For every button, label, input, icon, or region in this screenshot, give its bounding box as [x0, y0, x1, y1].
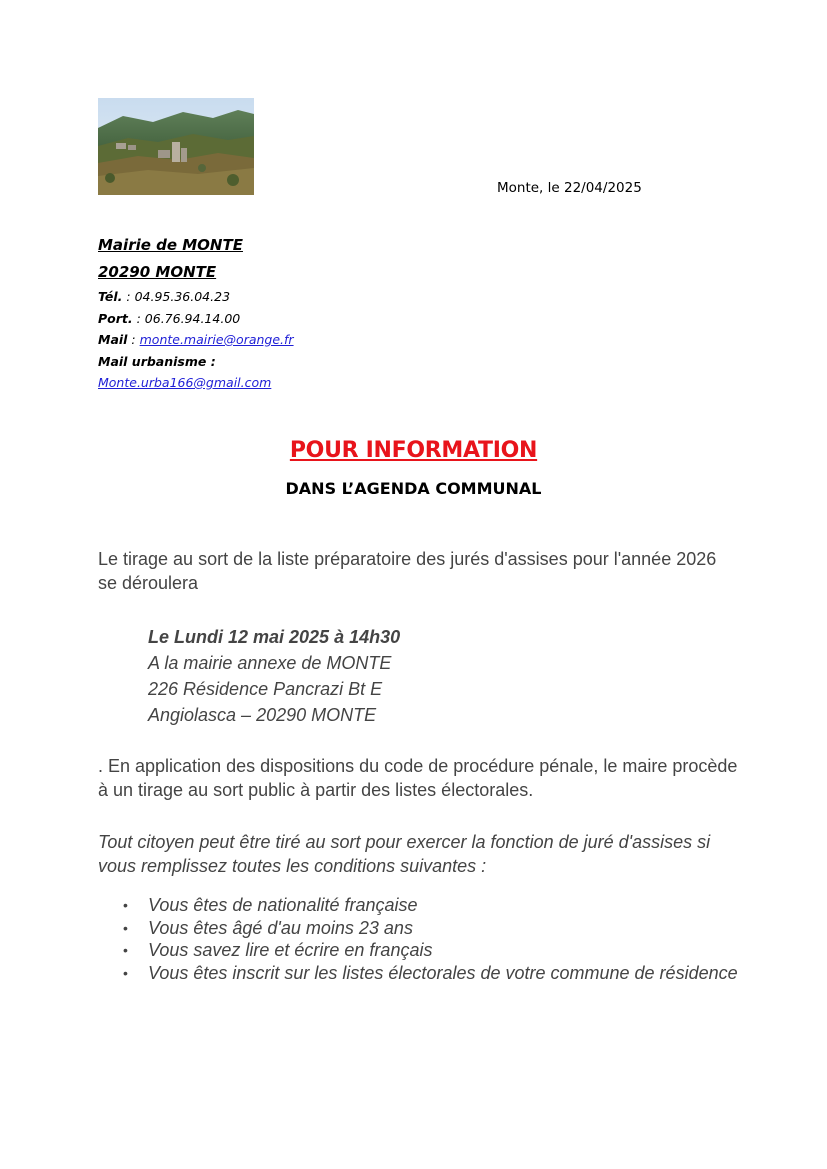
list-item: [98, 939, 738, 962]
sender-urbanism-mail: [98, 372, 294, 394]
list-item: [98, 894, 738, 917]
conditions-list: [98, 894, 738, 984]
sender-mobile: [98, 308, 294, 330]
phone-value: : 04.95.36.04.23: [122, 289, 231, 304]
sender-block: [98, 232, 294, 394]
event-place-line-1: A la mairie annexe de MONTE: [148, 653, 392, 673]
letter-date: Monte, le 22/04/2025: [497, 180, 642, 196]
conditions-intro: Tout citoyen peut être tiré au sort pour exercer la fonction de juré d'assises si vous remplissez toutes les conditions suivantes :: [98, 832, 711, 876]
mobile-value: : 06.76.94.14.00: [132, 310, 241, 326]
mail-link[interactable]: monte.mairie@orange.fr: [139, 332, 294, 347]
event-details: [148, 624, 400, 728]
bullet-icon: •: [123, 897, 128, 913]
condition-text: Vous êtes âgé d'au moins 23 ans: [148, 917, 413, 938]
mail-label: Mail: [98, 332, 128, 347]
condition-text: Vous savez lire et écrire en français: [148, 940, 433, 960]
sender-phone: [98, 286, 294, 308]
sender-postal: 20290 MONTE: [98, 263, 217, 281]
bullet-icon: •: [123, 942, 128, 958]
bullet-icon: •: [123, 919, 128, 936]
mobile-label: Port.: [98, 310, 133, 326]
main-title-text: POUR INFORMATION: [289, 438, 538, 463]
main-title: [0, 438, 827, 463]
event-place-line-2: 226 Résidence Pancrazi Bt E: [148, 679, 383, 699]
mail-separator: :: [127, 332, 140, 347]
event-date: Le Lundi 12 mai 2025 à 14h30: [148, 627, 401, 647]
phone-label: Tél.: [98, 289, 123, 304]
condition-text: Vous êtes de nationalité française: [148, 895, 418, 915]
application-paragraph: . En application des dispositions du code de procédure pénale, le maire procède à un tirage au sort public à partir des listes électorales.: [98, 756, 738, 800]
intro-paragraph: Le tirage au sort de la liste préparatoire des jurés d'assises pour l'année 2026 se déroulera: [98, 549, 717, 593]
urbanism-mail-label: Mail urbanisme :: [98, 353, 216, 369]
condition-text: Vous êtes inscrit sur les listes électorales de votre commune de résidence: [148, 962, 738, 983]
bullet-icon: •: [123, 964, 128, 981]
urbanism-mail-link[interactable]: Monte.urba166@gmail.com: [98, 375, 272, 390]
sender-mail: [98, 329, 294, 351]
village-landscape-photo: [98, 98, 254, 195]
sub-title: DANS L’AGENDA COMMUNAL: [285, 479, 542, 498]
sender-org-name: Mairie de MONTE: [98, 236, 243, 254]
list-item: [98, 962, 738, 985]
event-place-line-3: Angiolasca – 20290 MONTE: [148, 705, 377, 725]
list-item: [98, 917, 738, 940]
